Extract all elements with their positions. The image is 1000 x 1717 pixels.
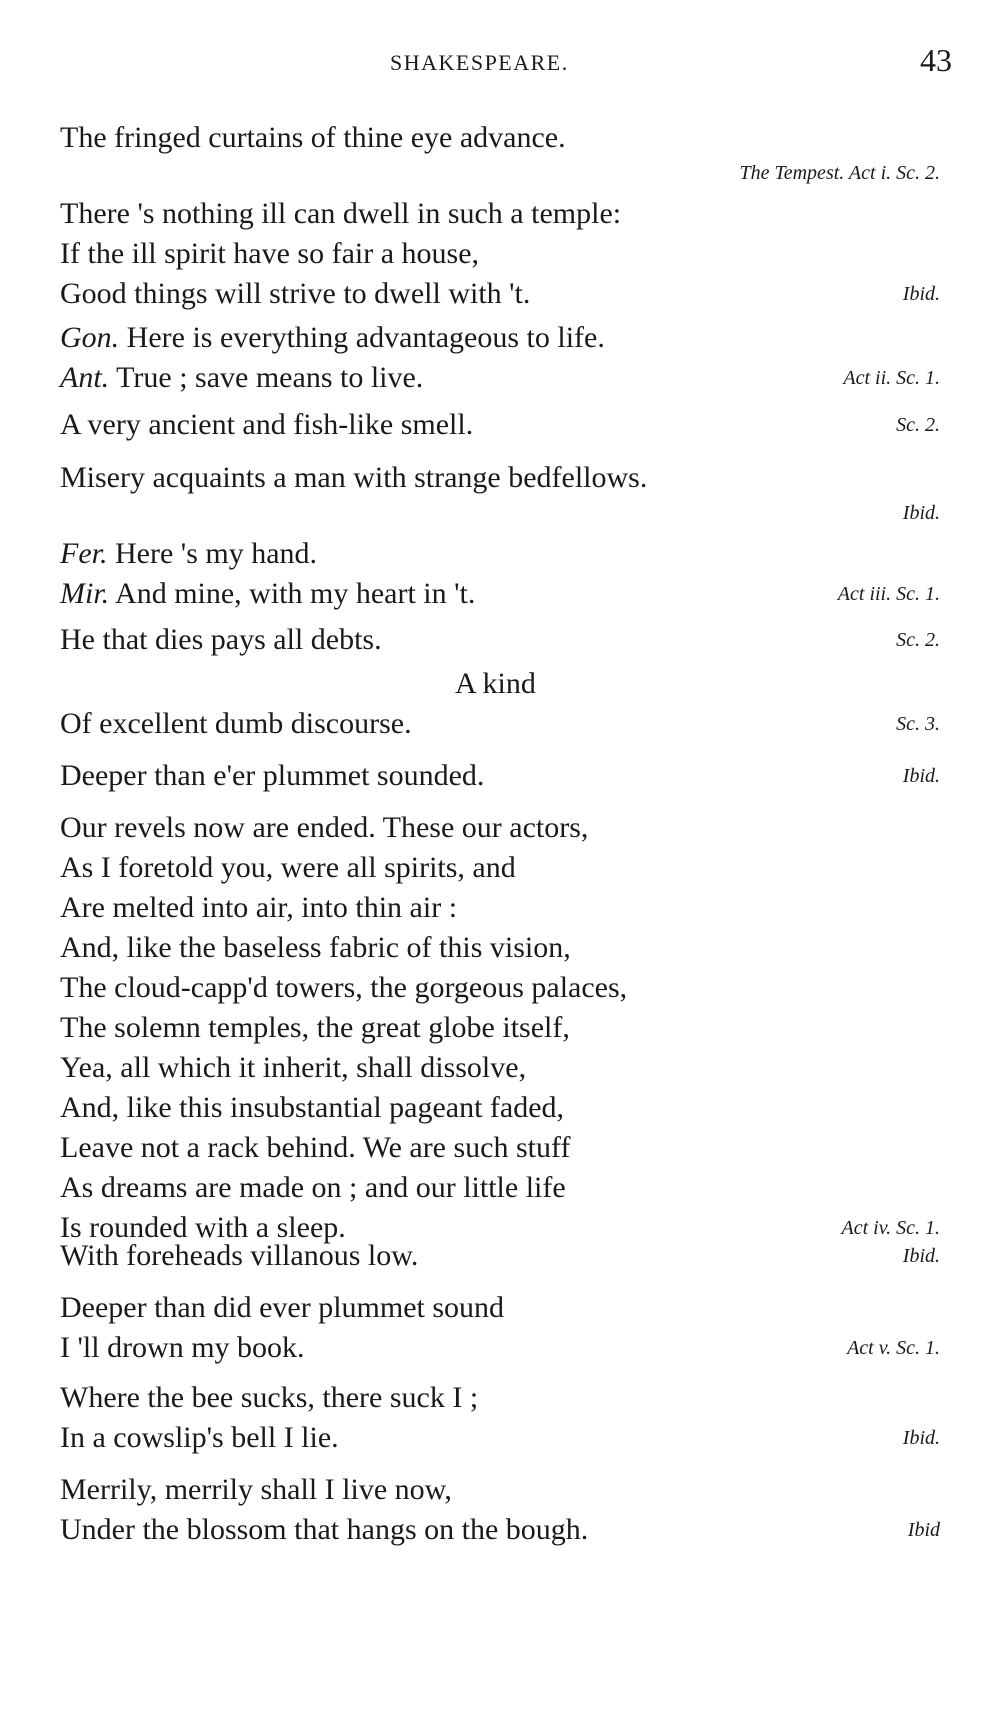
citation: Sc. 2.: [896, 629, 940, 651]
citation: Ibid.: [902, 283, 940, 305]
speaker-name: Fer.: [60, 537, 108, 570]
quotation: [60, 194, 970, 314]
speaker-name: Gon.: [60, 321, 120, 354]
verse-line: And, like the baseless fabric of this vision,: [60, 931, 571, 964]
verse-line: Deeper than did ever plummet sound: [60, 1291, 505, 1324]
quotation: [60, 118, 970, 192]
speech-text: True ; save means to live.: [109, 361, 424, 394]
citation: Act iv. Sc. 1.: [841, 1217, 940, 1239]
verse-line: Where the bee sucks, there suck I ;: [60, 1381, 479, 1414]
citation: The Tempest. Act i. Sc. 2.: [739, 162, 940, 184]
verse-line: If the ill spirit have so fair a house,: [60, 237, 480, 270]
citation: Ibid.: [902, 502, 940, 524]
citation: Ibid.: [902, 1427, 940, 1449]
citation: Ibid.: [902, 765, 940, 787]
verse-line: He that dies pays all debts.: [60, 623, 382, 656]
verse-line: Merrily, merrily shall I live now,: [60, 1473, 452, 1506]
citation: Ibid.: [902, 1245, 940, 1267]
verse-line: Leave not a rack behind. We are such stuff: [60, 1131, 571, 1164]
speaker-name: Ant.: [60, 361, 110, 394]
citation: Act iii. Sc. 1.: [837, 583, 940, 605]
verse-line: Misery acquaints a man with strange bedfellows.: [60, 461, 648, 494]
speaker-name: Mir.: [60, 577, 110, 610]
running-title: SHAKESPEARE.: [390, 50, 569, 75]
quotation: [60, 405, 970, 445]
citation: Sc. 3.: [896, 713, 940, 735]
citation: Act ii. Sc. 1.: [843, 367, 940, 389]
speech-text: And mine, with my heart in 't.: [109, 577, 476, 610]
quotation: [60, 664, 970, 744]
citation: Ibid: [907, 1519, 940, 1541]
verse-line: [60, 358, 970, 398]
verse-line: Deeper than e'er plummet sounded.: [60, 759, 485, 792]
speech-text: Here is everything advantageous to life.: [119, 321, 605, 354]
quotation: [60, 1288, 970, 1368]
verse-line: A kind: [455, 667, 536, 700]
quotation: [60, 1470, 970, 1550]
quotation: [60, 534, 970, 614]
verse-line: Yea, all which it inherit, shall dissolve,: [60, 1051, 527, 1084]
verse-line: The solemn temples, the great globe itself,: [60, 1011, 570, 1044]
verse-line: Under the blossom that hangs on the bough.: [60, 1513, 589, 1546]
verse-line: Are melted into air, into thin air :: [60, 891, 458, 924]
quotation: [60, 1378, 970, 1458]
verse-line: Is rounded with a sleep.: [60, 1211, 346, 1244]
verse-line: The fringed curtains of thine eye advance.: [60, 121, 566, 154]
verse-line: In a cowslip's bell I lie.: [60, 1421, 339, 1454]
verse-line: [60, 574, 970, 614]
quotation: [60, 458, 970, 532]
verse-line: Our revels now are ended. These our actors,: [60, 811, 589, 844]
quotation: [60, 318, 970, 398]
verse-line: [60, 318, 970, 358]
verse-line: There 's nothing ill can dwell in such a temple:: [60, 197, 622, 230]
verse-line: With foreheads villanous low.: [60, 1239, 419, 1272]
page-number: 43: [920, 42, 952, 78]
citation: Act v. Sc. 1.: [847, 1337, 940, 1359]
verse-line: Good things will strive to dwell with 't.: [60, 277, 531, 310]
verse-line: As I foretold you, were all spirits, and: [60, 851, 516, 884]
verse-line: As dreams are made on ; and our little life: [60, 1171, 566, 1204]
quotation: [60, 756, 970, 796]
quotation: [60, 808, 970, 1248]
citation: Sc. 2.: [896, 414, 940, 436]
verse-line: I 'll drown my book.: [60, 1331, 305, 1364]
quotation: [60, 1236, 970, 1276]
quotation: [60, 620, 970, 660]
verse-line: Of excellent dumb discourse.: [60, 707, 412, 740]
verse-line: And, like this insubstantial pageant faded,: [60, 1091, 565, 1124]
verse-line: [60, 534, 970, 574]
verse-line: The cloud-capp'd towers, the gorgeous palaces,: [60, 971, 628, 1004]
verse-line: A very ancient and fish-like smell.: [60, 408, 474, 441]
speech-text: Here 's my hand.: [107, 537, 318, 570]
